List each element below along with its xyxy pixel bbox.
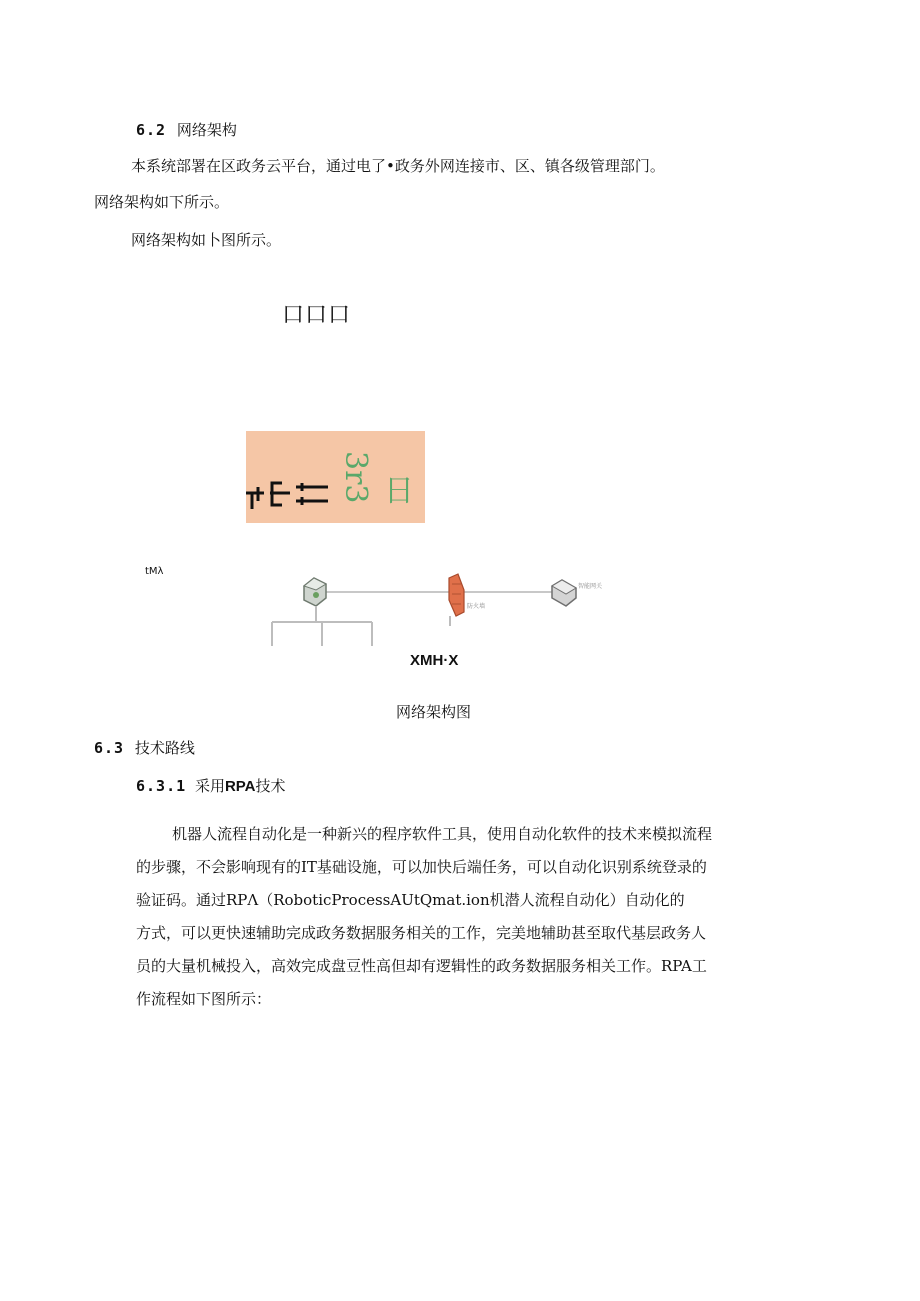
figure-left-label: tMλ	[145, 566, 164, 577]
black-glyph-icon	[246, 431, 338, 523]
section-title-suffix: 技术	[255, 777, 286, 795]
rpa-paragraph-line: 机器人流程自动化是一种新兴的程序软件工具，使用自动化软件的技术来模拟流程	[172, 825, 713, 843]
firewall-icon	[449, 574, 464, 616]
section-title: 技术路线	[134, 739, 195, 757]
paragraph-line: 网络架构如卜图所示。	[131, 231, 282, 249]
network-downlinks	[272, 606, 450, 646]
green-glyph-icon	[334, 443, 424, 515]
section-title-rpa: RPA	[224, 778, 256, 795]
section-title-prefix: 采用	[194, 777, 225, 795]
rpa-paragraph-line: 的步骤，不会影响现有的IT基础设施，可以加快后端任务，可以自动化识别系统登录的	[136, 858, 707, 876]
figure-caption: 网络架构图	[396, 703, 472, 721]
paragraph-line: 网络架构如下所示。	[94, 193, 230, 211]
gateway-icon	[552, 580, 576, 606]
section-title: 网络架构	[176, 121, 237, 139]
green-text: 3r3	[338, 451, 373, 504]
rpa-paragraph-line: 验证码。通过RPΛ（RoboticProcessAUtQmat.ion机潜人流程自动化）自动化的	[136, 891, 685, 909]
firewall-label: 防火墙	[467, 603, 486, 610]
green-box-text: 日	[384, 474, 414, 509]
section-number: 6.3.1	[136, 777, 187, 795]
section-heading-6-2	[136, 119, 237, 140]
paragraph-line: 本系统部署在区政务云平台，通过电了•政务外网连接市、区、镇各级管理部门。	[131, 157, 665, 175]
rpa-paragraph-line: 作流程如下图所示：	[136, 990, 272, 1008]
figure-bottom-label: XMH·X	[410, 652, 459, 669]
section-number: 6.3	[94, 739, 125, 757]
rpa-paragraph-line: 方式，可以更快速辅助完成政务数据服务相关的工作，完美地辅助甚至取代基层政务人	[136, 924, 707, 942]
network-diagram	[266, 568, 611, 650]
router-icon	[304, 578, 326, 606]
placeholder-boxes: 口口口	[282, 303, 352, 328]
rpa-paragraph-line: 员的大量机械投入，高效完成盘豆性高但却有逻辑性的政务数据服务相关工作。RPA工	[136, 957, 707, 975]
section-heading-6-3-1	[136, 775, 286, 796]
gateway-label: 智能网关	[578, 583, 603, 590]
figure-sign-image	[246, 431, 425, 523]
section-heading-6-3	[94, 737, 195, 758]
section-number: 6.2	[136, 121, 167, 139]
